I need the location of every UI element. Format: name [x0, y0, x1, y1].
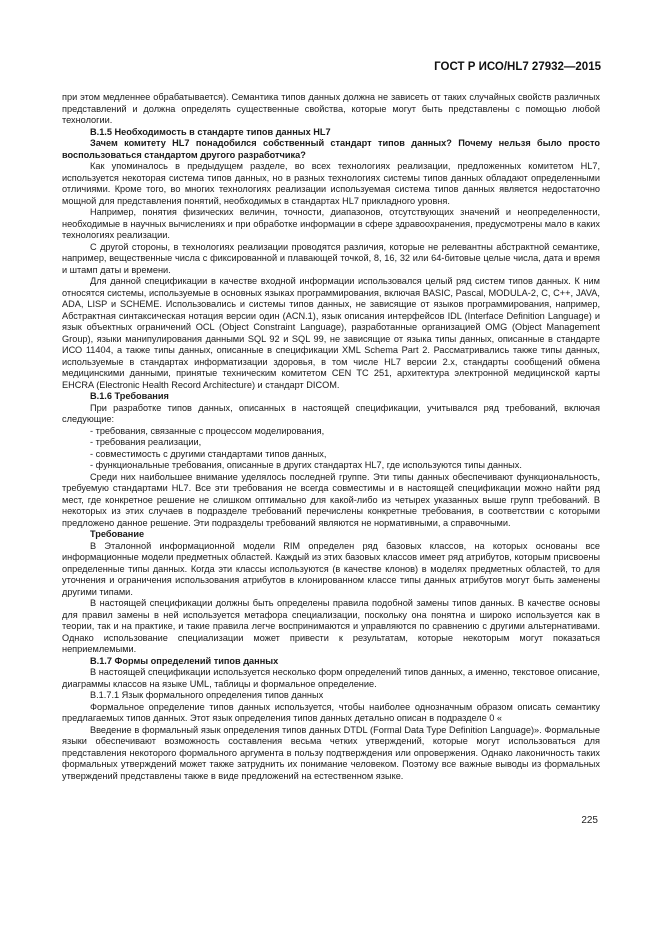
page-number: 225: [581, 815, 598, 826]
paragraph: Например, понятия физических величин, точности, диапазонов, отсутствующих значений и неопределенности, необходимые в научных вычислениях и при обработке информации в сфере здравоохранения, предусмотрены мало в каких технологиях реализации.: [62, 207, 600, 240]
list-item: - совместимость с другими стандартами типов данных,: [90, 448, 327, 459]
paragraph: при этом медленнее обрабатывается). Семантика типов данных должна не зависеть от таких случайных свойств различных представлений и должна определять существенные свойства, которые могут быть представлены с помощью любой технологии.: [62, 92, 600, 125]
section-heading: В.1.5 Необходимость в стандарте типов данных HL7: [90, 126, 331, 137]
question-paragraph: Зачем комитету HL7 понадобился собственный стандарт типов данных? Почему нельзя было просто воспользоваться стандартом другого разработчика?: [62, 138, 600, 160]
section-heading: В.1.6 Требования: [90, 391, 169, 401]
document-id-header: ГОСТ Р ИСО/HL7 27932—2015: [434, 61, 601, 73]
paragraph: Введение в формальный язык определения типов данных DTDL (Formal Data Type Definition Language)». Формальные языки обеспечивают возможность составления весьма четких утверждений, которые могут использоваться для представления некоторого формального аргумента в пользу подтверждения или опровержения. Однако лаконичность таких формальных утверждений может также затруднить их понимание человеком. Поэтому все важные выводы из формальных утверждений представлены также в виде предложений на естественном языке.: [62, 724, 600, 781]
paragraph: В Эталонной информационной модели RIM определен ряд базовых классов, на которых основаны все информационные модели предметных областей. Каждый из этих базовых классов имеет ряд атрибутов, которым присвоены определенные типы данных. Когда эти классы используются (в качестве клонов) в моделях предметных областей, то для уточнения и ограничения использования атрибутов в клонированном классе типы данных атрибутов могут быть заменены другими типами.: [62, 540, 600, 597]
paragraph: Для данной спецификации в качестве входной информации использовался целый ряд систем типов данных. К ним относятся системы, используемые в основных языках программирования, включая BASIC, Pascal, MODULA-2, C, C++, JAVA, ADA, LISP и SCHEME. Использовались и системы типов данных, не зависящие от языков программирования, например, Абстрактная синтаксическая нотация версии один (ACN.1), язык описания интерфейсов IDL (Interface Definition Language) и язык объектных ограничений OCL (Object Constraint Language), разработанные организацией OMG (Object Management Group), языки манипулирования данными SQL 92 и SQL 99, не зависящие от языка типы данных, описанные в стандарте ИСО 11404, а также типы данных, описанные в спецификации XML Schema Part 2. Рассматривались также типы данных, используемые в стандартах информатизации здоровья, в том числе HL7 версии 2.x, стандарты сообщений обмена медицинскими данными, принятые техническим комитетом CEN TC 251, архитектура электронной медицинской карты EHCRA (Electronic Health Record Architecture) и стандарт DICOM.: [62, 276, 600, 390]
paragraph: Как упоминалось в предыдущем разделе, во всех технологиях реализации, предложенных комитетом HL7, используется некоторая система типов данных, но в разных технологиях системы типов данных обладают определенными отличиями. Кроме того, во многих технологиях реализации используемая система типов данных является недостаточно мощной для представления понятий, необходимых в стандартах HL7 прикладного уровня.: [62, 161, 600, 206]
list-item: - требования реализации,: [90, 437, 202, 447]
paragraph: Среди них наибольшее внимание уделялось последней группе. Эти типы данных обеспечивают функциональность, требуемую стандартами HL7. Все эти требования не всегда совместимы и в настоящей спецификации можно найти ряд мест, где конкретное решение не слишком оптимально для какой-либо из четырех указанных выше групп требований. В некоторых из этих случаев в подразделе требований перечислены конкретные требования, в соответствии с которыми предложено данное решение. Эти подразделы требований являются не нормативными, а справочными.: [62, 471, 600, 528]
paragraph: В настоящей спецификации должны быть определены правила подобной замены типов данных. В качестве основы для правил замены в ней используется метафора специализации, поскольку она понятна и широко используется как в теории, так и на практике, и такие правила легче воспринимаются и управляются по сравнению с другими альтернативами. Однако использование специализации может привести к результатам, которые некоторым могут показаться неприемлемыми.: [62, 598, 600, 654]
list-item: - требования, связанные с процессом моделирования,: [90, 425, 325, 436]
subheading: Требование: [90, 529, 145, 539]
paragraph: В настоящей спецификации используется несколько форм определений типов данных, а именно, текстовое описание, диаграммы классов на языке UML, таблицы и формальное определение.: [62, 667, 600, 689]
paragraph: С другой стороны, в технологиях реализации проводятся различия, которые не релевантны абстрактной семантике, например, вещественные числа с фиксированной и плавающей точкой, 8, 16, 32 или 64-битовые целые числа, дата и время и штамп даты и времени.: [62, 241, 600, 275]
subsection-heading: В.1.7.1 Язык формального определения типов данных: [90, 690, 324, 700]
paragraph: При разработке типов данных, описанных в настоящей спецификации, учитывался ряд требований, включая следующие:: [62, 402, 600, 424]
body-text: [62, 92, 600, 782]
section-heading: В.1.7 Формы определений типов данных: [90, 655, 279, 666]
list-item: - функциональные требования, описанные в других стандартах HL7, где используются типы данных.: [90, 460, 522, 470]
paragraph: Формальное определение типов данных используется, чтобы наиболее однозначным образом описать семантику предлагаемых типов данных. Этот язык определения типов данных детально описан в подразделе 0 «: [62, 701, 600, 723]
